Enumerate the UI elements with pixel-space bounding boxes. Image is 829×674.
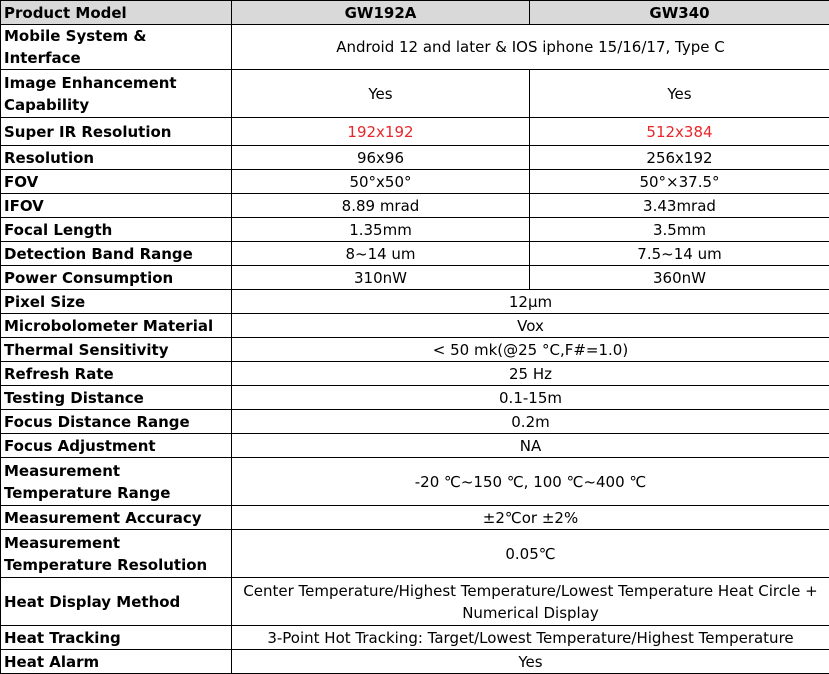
row-label: Heat Display Method (1, 578, 232, 626)
value-gw340: 256x192 (530, 146, 829, 170)
value-gw340: 3.5mm (530, 218, 829, 242)
row-label: Pixel Size (1, 290, 232, 314)
row-label: Measurement Temperature Range (1, 458, 232, 506)
row-accuracy (1, 506, 829, 530)
row-label: Microbolometer Material (1, 314, 232, 338)
row-value: 12μm (232, 290, 829, 314)
row-value: Vox (232, 314, 829, 338)
row-label: Refresh Rate (1, 362, 232, 386)
row-value: Android 12 and later & IOS iphone 15/16/17, Type C (232, 25, 829, 70)
row-testing (1, 386, 829, 410)
value-gw192a: 50°x50° (232, 170, 530, 194)
row-focusdist (1, 410, 829, 434)
row-label: Heat Tracking (1, 626, 232, 650)
header-row (1, 1, 829, 25)
row-value: Yes (232, 650, 829, 674)
value-gw192a: 1.35mm (232, 218, 530, 242)
row-thermal (1, 338, 829, 362)
header-gw340: GW340 (530, 1, 829, 25)
row-label: Focus Adjustment (1, 434, 232, 458)
row-mobile (1, 25, 829, 70)
row-enhance (1, 70, 829, 118)
row-alarm (1, 650, 829, 674)
row-label: Power Consumption (1, 266, 232, 290)
row-micro (1, 314, 829, 338)
row-label: Thermal Sensitivity (1, 338, 232, 362)
row-band (1, 242, 829, 266)
row-label: Resolution (1, 146, 232, 170)
row-label: IFOV (1, 194, 232, 218)
value-gw340: Yes (530, 70, 829, 118)
row-value: NA (232, 434, 829, 458)
row-value: < 50 mk(@25 °C,F#=1.0) (232, 338, 829, 362)
row-label: Super IR Resolution (1, 118, 232, 146)
row-value: ±2℃or ±2% (232, 506, 829, 530)
row-refresh (1, 362, 829, 386)
row-value: 0.05℃ (232, 530, 829, 578)
row-power (1, 266, 829, 290)
row-label: Focus Distance Range (1, 410, 232, 434)
value-gw340: 512x384 (530, 118, 829, 146)
row-mtres (1, 530, 829, 578)
row-resolution (1, 146, 829, 170)
row-pixel (1, 290, 829, 314)
row-superir (1, 118, 829, 146)
value-gw340: 7.5~14 um (530, 242, 829, 266)
value-gw192a: 8.89 mrad (232, 194, 530, 218)
row-label: FOV (1, 170, 232, 194)
header-model: Product Model (1, 1, 232, 25)
row-value: -20 ℃~150 ℃, 100 ℃~400 ℃ (232, 458, 829, 506)
row-focal (1, 218, 829, 242)
value-gw340: 360nW (530, 266, 829, 290)
value-gw340: 50°×37.5° (530, 170, 829, 194)
row-mtr (1, 458, 829, 506)
value-gw340: 3.43mrad (530, 194, 829, 218)
row-value: 0.1-15m (232, 386, 829, 410)
row-value: 25 Hz (232, 362, 829, 386)
row-label: Detection Band Range (1, 242, 232, 266)
row-display (1, 578, 829, 626)
value-gw192a: 192x192 (232, 118, 530, 146)
value-gw192a: 8~14 um (232, 242, 530, 266)
row-label: Mobile System & Interface (1, 25, 232, 70)
row-label: Heat Alarm (1, 650, 232, 674)
row-label: Focal Length (1, 218, 232, 242)
row-focusadj (1, 434, 829, 458)
row-label: Image Enhancement Capability (1, 70, 232, 118)
row-value: 3-Point Hot Tracking: Target/Lowest Temperature/Highest Temperature (232, 626, 829, 650)
value-gw192a: 96x96 (232, 146, 530, 170)
row-tracking (1, 626, 829, 650)
header-gw192a: GW192A (232, 1, 530, 25)
row-label: Measurement Accuracy (1, 506, 232, 530)
row-value: Center Temperature/Highest Temperature/Lowest Temperature Heat Circle + Numerical Display (232, 578, 829, 626)
value-gw192a: Yes (232, 70, 530, 118)
row-value: 0.2m (232, 410, 829, 434)
row-fov (1, 170, 829, 194)
row-ifov (1, 194, 829, 218)
value-gw192a: 310nW (232, 266, 530, 290)
row-label: Measurement Temperature Resolution (1, 530, 232, 578)
row-label: Testing Distance (1, 386, 232, 410)
